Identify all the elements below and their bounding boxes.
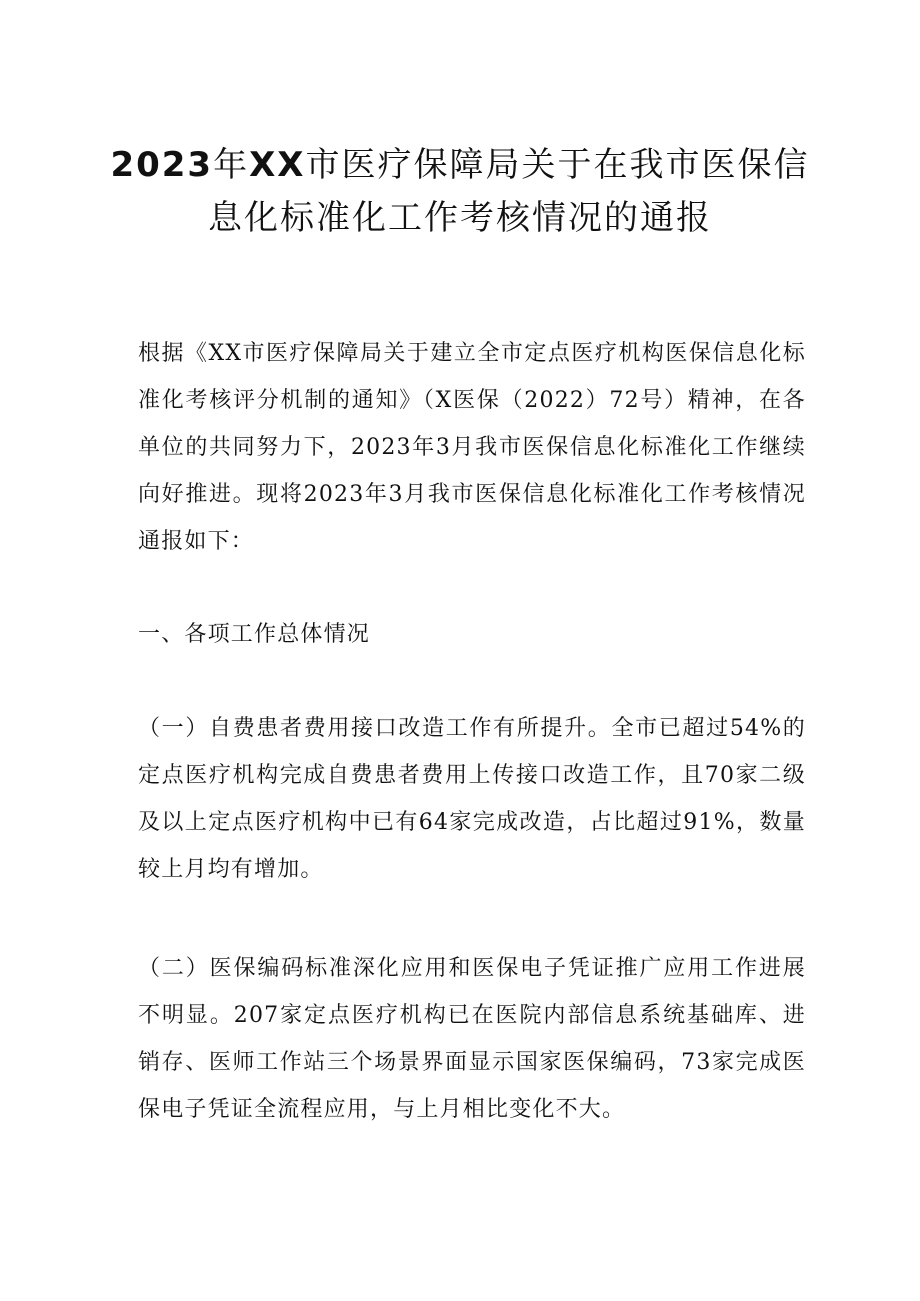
- document-title-line-2: 息化标准化工作考核情况的通报: [208, 198, 712, 238]
- title-year: 2023: [110, 145, 214, 185]
- title-year-suffix: 年: [213, 145, 250, 185]
- item-one-paragraph: （一）自费患者费用接口改造工作有所提升。全市已超过54%的定点医疗机构完成自费患者费用上传接口改造工作，且70家二级及以上定点医疗机构中已有64家完成改造，占比超过91%，数量较上月均有增加。: [138, 716, 806, 882]
- title-line-1-rest: 市医疗保障局关于在我市医保信: [305, 145, 810, 185]
- intro-paragraph: 根据《XX市医疗保障局关于建立全市定点医疗机构医保信息化标准化考核评分机制的通知》（X医保（2022）72号）精神，在各单位的共同努力下，2023年3月我市医保信息化标准化工作继续向好推进。现将2023年3月我市医保信息化标准化工作考核情况通报如下：: [138, 341, 806, 554]
- document-title-line-1: [100, 139, 820, 191]
- item-two-paragraph: （二）医保编码标准深化应用和医保电子凭证推广应用工作进展不明显。207家定点医疗机构已在医院内部信息系统基础库、进销存、医师工作站三个场景界面显示国家医保编码，73家完成医保电子凭证全流程应用，与上月相比变化不大。: [138, 956, 806, 1122]
- title-city-code: XX: [249, 145, 306, 185]
- section-one-heading: 一、各项工作总体情况: [138, 622, 371, 647]
